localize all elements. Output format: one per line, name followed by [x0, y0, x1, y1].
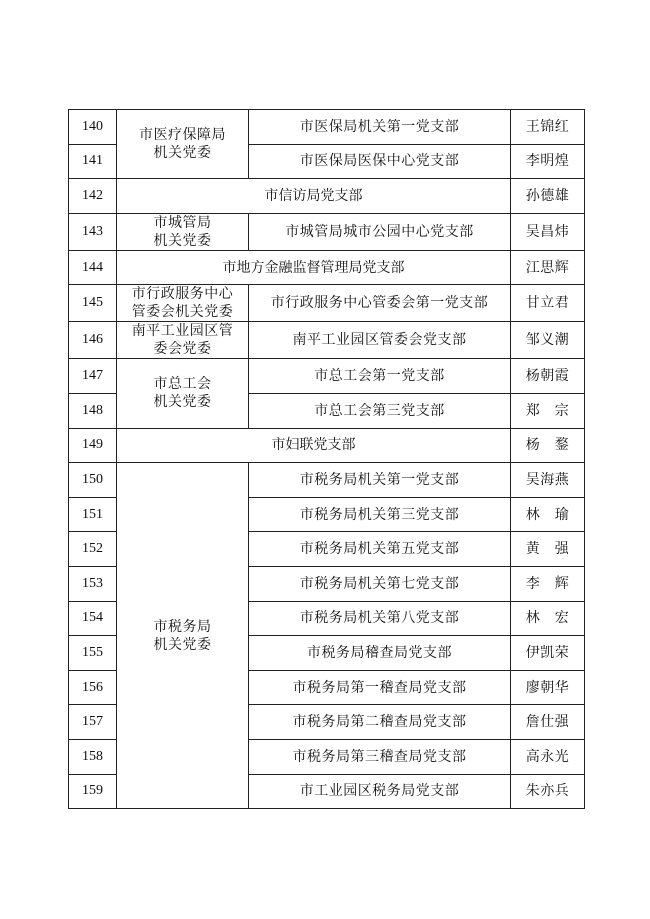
branch-name-cell: 市税务局机关第一党支部 — [249, 463, 511, 498]
row-number: 147 — [69, 359, 117, 394]
secretary-name-cell: 伊凯荣 — [511, 636, 585, 671]
parent-committee-cell: 市行政服务中心 管委会机关党委 — [117, 285, 249, 322]
row-number: 158 — [69, 739, 117, 774]
secretary-name-cell: 邹义潮 — [511, 322, 585, 359]
table-row — [69, 250, 585, 285]
secretary-name-cell: 林 宏 — [511, 601, 585, 636]
row-number: 148 — [69, 393, 117, 428]
branch-name-cell: 市税务局第三稽查局党支部 — [249, 739, 511, 774]
branch-name-cell: 市税务局机关第七党支部 — [249, 566, 511, 601]
secretary-name-cell: 吴海燕 — [511, 463, 585, 498]
secretary-name-cell: 孙德雄 — [511, 179, 585, 214]
branch-name-cell: 市税务局机关第八党支部 — [249, 601, 511, 636]
parent-committee-cell: 市总工会 机关党委 — [117, 359, 249, 428]
table-row — [69, 359, 585, 394]
table-body — [69, 110, 585, 809]
secretary-name-cell: 李 辉 — [511, 566, 585, 601]
branch-name-cell: 市税务局第二稽查局党支部 — [249, 705, 511, 740]
row-number: 143 — [69, 213, 117, 250]
row-number: 154 — [69, 601, 117, 636]
row-number: 145 — [69, 285, 117, 322]
party-branch-table — [68, 109, 585, 809]
merged-branch-cell: 市地方金融监督管理局党支部 — [117, 250, 511, 285]
merged-branch-cell: 市妇联党支部 — [117, 428, 511, 463]
table-row — [69, 110, 585, 145]
secretary-name-cell: 朱亦兵 — [511, 774, 585, 809]
secretary-name-cell: 王锦红 — [511, 110, 585, 145]
branch-name-cell: 市城管局城市公园中心党支部 — [249, 213, 511, 250]
secretary-name-cell: 杨 鍪 — [511, 428, 585, 463]
branch-name-cell: 市总工会第一党支部 — [249, 359, 511, 394]
secretary-name-cell: 李明煌 — [511, 144, 585, 179]
branch-name-cell: 市税务局机关第三党支部 — [249, 497, 511, 532]
branch-name-cell: 市税务局稽查局党支部 — [249, 636, 511, 671]
table-row — [69, 322, 585, 359]
secretary-name-cell: 高永光 — [511, 739, 585, 774]
row-number: 140 — [69, 110, 117, 145]
secretary-name-cell: 甘立君 — [511, 285, 585, 322]
table-row — [69, 179, 585, 214]
parent-committee-cell: 市医疗保障局 机关党委 — [117, 110, 249, 179]
branch-name-cell: 南平工业园区管委会党支部 — [249, 322, 511, 359]
table-row — [69, 463, 585, 498]
row-number: 146 — [69, 322, 117, 359]
branch-name-cell: 市医保局机关第一党支部 — [249, 110, 511, 145]
secretary-name-cell: 郑 宗 — [511, 393, 585, 428]
row-number: 150 — [69, 463, 117, 498]
row-number: 151 — [69, 497, 117, 532]
secretary-name-cell: 林 瑜 — [511, 497, 585, 532]
parent-committee-cell: 市税务局 机关党委 — [117, 463, 249, 809]
table-row — [69, 213, 585, 250]
row-number: 153 — [69, 566, 117, 601]
row-number: 157 — [69, 705, 117, 740]
table-row — [69, 428, 585, 463]
row-number: 149 — [69, 428, 117, 463]
secretary-name-cell: 杨朝霞 — [511, 359, 585, 394]
branch-name-cell: 市税务局机关第五党支部 — [249, 532, 511, 567]
secretary-name-cell: 江思辉 — [511, 250, 585, 285]
branch-name-cell: 市税务局第一稽查局党支部 — [249, 670, 511, 705]
table-row — [69, 285, 585, 322]
secretary-name-cell: 黄 强 — [511, 532, 585, 567]
row-number: 156 — [69, 670, 117, 705]
secretary-name-cell: 吴昌炜 — [511, 213, 585, 250]
branch-name-cell: 市总工会第三党支部 — [249, 393, 511, 428]
row-number: 142 — [69, 179, 117, 214]
row-number: 141 — [69, 144, 117, 179]
row-number: 155 — [69, 636, 117, 671]
branch-name-cell: 市医保局医保中心党支部 — [249, 144, 511, 179]
parent-committee-cell: 南平工业园区管 委会党委 — [117, 322, 249, 359]
row-number: 159 — [69, 774, 117, 809]
merged-branch-cell: 市信访局党支部 — [117, 179, 511, 214]
branch-name-cell: 市工业园区税务局党支部 — [249, 774, 511, 809]
row-number: 144 — [69, 250, 117, 285]
secretary-name-cell: 廖朝华 — [511, 670, 585, 705]
branch-name-cell: 市行政服务中心管委会第一党支部 — [249, 285, 511, 322]
row-number: 152 — [69, 532, 117, 567]
parent-committee-cell: 市城管局 机关党委 — [117, 213, 249, 250]
secretary-name-cell: 詹仕强 — [511, 705, 585, 740]
